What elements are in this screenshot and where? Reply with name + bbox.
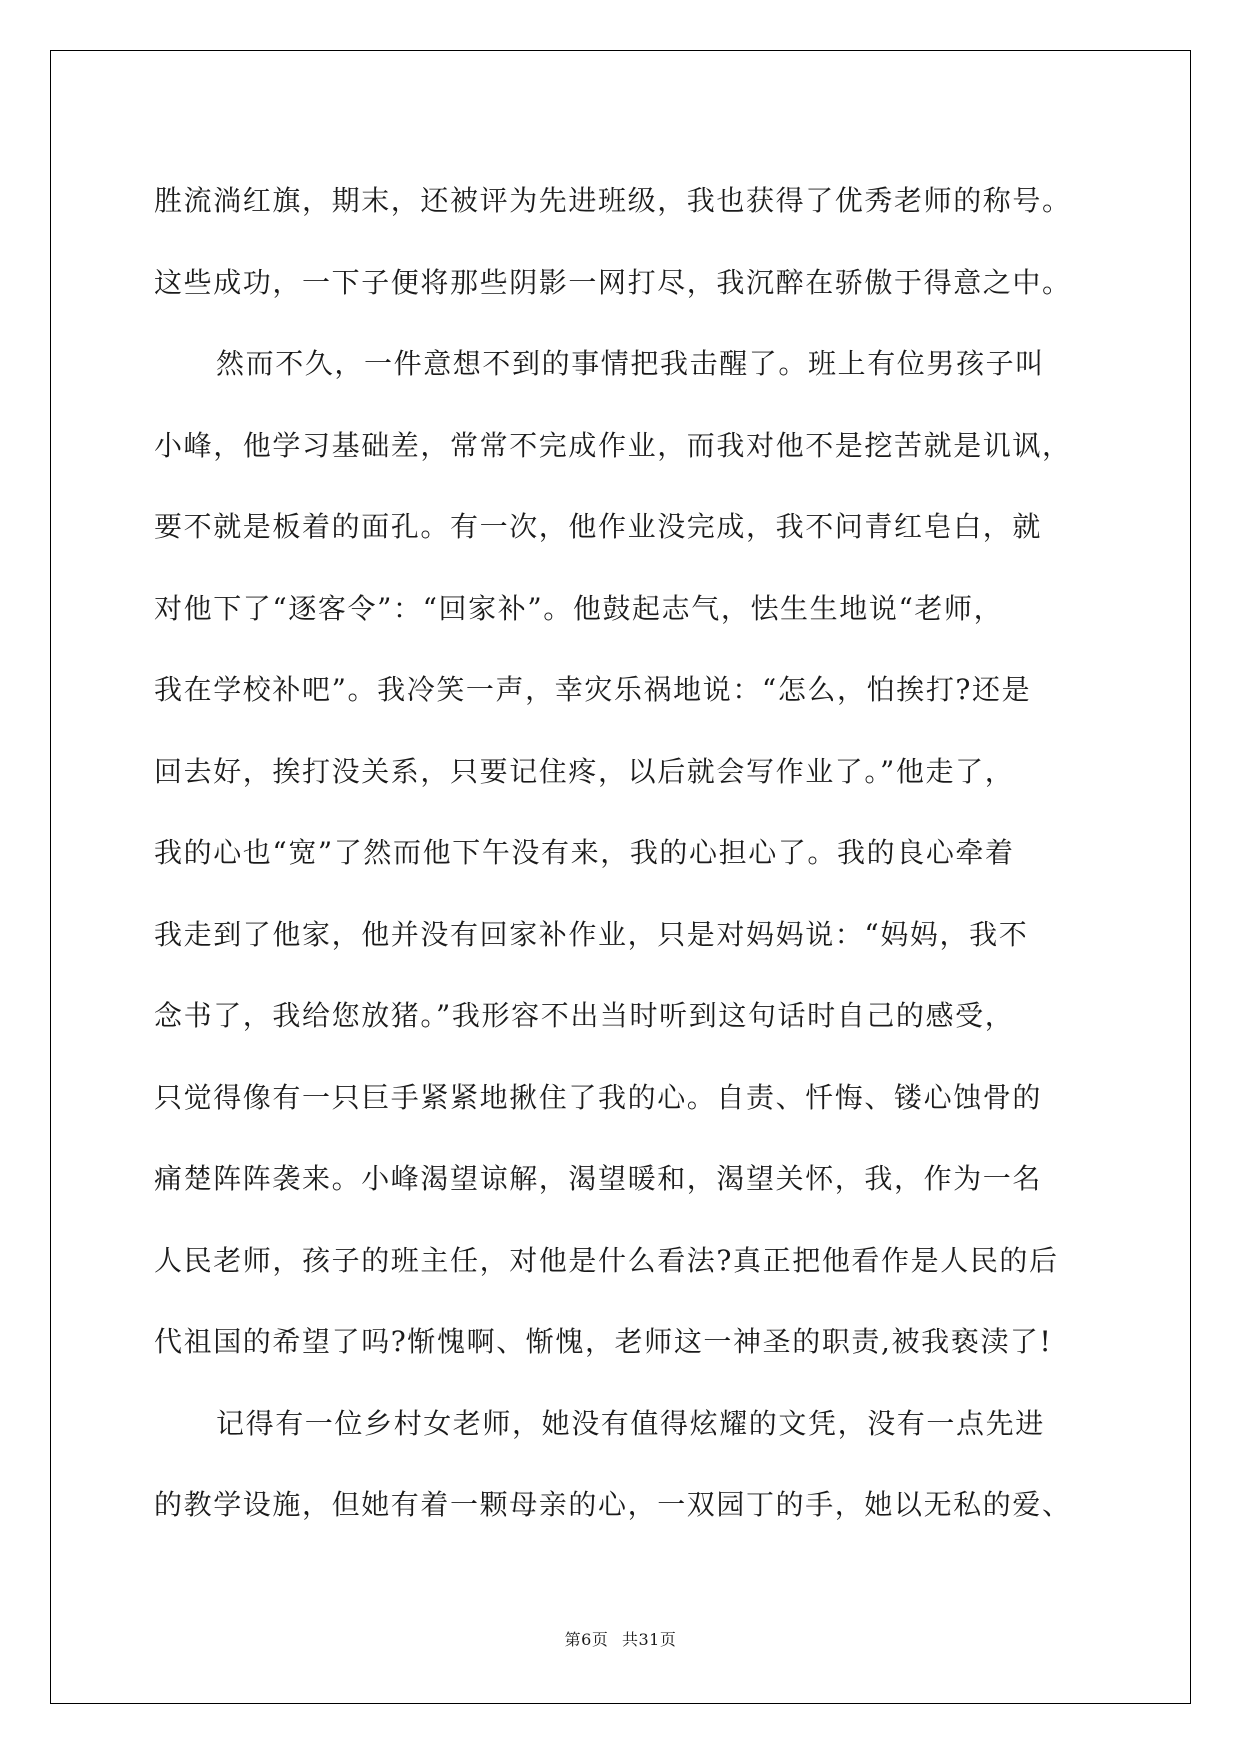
page-total: 共31页 bbox=[621, 1630, 677, 1649]
document-body bbox=[154, 160, 1104, 1546]
text-line: 我的心也“宽”了然而他下午没有来，我的心担心了。我的良心牵着 bbox=[154, 836, 1015, 869]
text-line: 我在学校补吧”。我冷笑一声，幸灾乐祸地说：“怎么，怕挨打?还是 bbox=[154, 673, 1032, 706]
text-line: 只觉得像有一只巨手紧紧地揪住了我的心。自责、忏悔、镂心蚀骨的 bbox=[154, 1080, 1043, 1114]
text-line: 代祖国的希望了吗?惭愧啊、惭愧，老师这一神圣的职责,被我亵渎了! bbox=[154, 1325, 1053, 1358]
text-line: 要不就是板着的面孔。有一次，他作业没完成，我不问青红皂白，就 bbox=[154, 510, 1043, 543]
text-line: 对他下了“逐客令”：“回家补”。他鼓起志气，怯生生地说“老师， bbox=[154, 591, 1004, 625]
text-line: 人民老师，孩子的班主任，对他是什么看法?真正把他看作是人民的后 bbox=[154, 1243, 1059, 1277]
text-line: 这些成功，一下子便将那些阴影一网打尽，我沉醉在骄傲于得意之中。 bbox=[154, 265, 1072, 299]
text-line: 小峰，他学习基础差，常常不完成作业，而我对他不是挖苦就是讥讽， bbox=[154, 428, 1072, 462]
page-footer bbox=[0, 1627, 1241, 1650]
text-line: 回去好，挨打没关系，只要记住疼，以后就会写作业了。”他走了， bbox=[154, 754, 1015, 788]
text-line: 我走到了他家，他并没有回家补作业，只是对妈妈说：“妈妈，我不 bbox=[154, 917, 1029, 951]
page-number: 第6页 bbox=[564, 1630, 609, 1649]
text-line: 的教学设施，但她有着一颗母亲的心，一双园丁的手，她以无私的爱、 bbox=[154, 1488, 1072, 1521]
text-line: 念书了，我给您放猪。”我形容不出当时听到这句话时自己的感受， bbox=[154, 999, 1015, 1032]
text-line: 然而不久，一件意想不到的事情把我击醒了。班上有位男孩子叫 bbox=[216, 347, 1045, 380]
text-line: 记得有一位乡村女老师，她没有值得炫耀的文凭，没有一点先进 bbox=[216, 1406, 1045, 1440]
text-line: 痛楚阵阵袭来。小峰渴望谅解，渴望暖和，渴望关怀，我，作为一名 bbox=[154, 1162, 1043, 1195]
text-line: 胜流淌红旗，期末，还被评为先进班级，我也获得了优秀老师的称号。 bbox=[154, 184, 1072, 217]
